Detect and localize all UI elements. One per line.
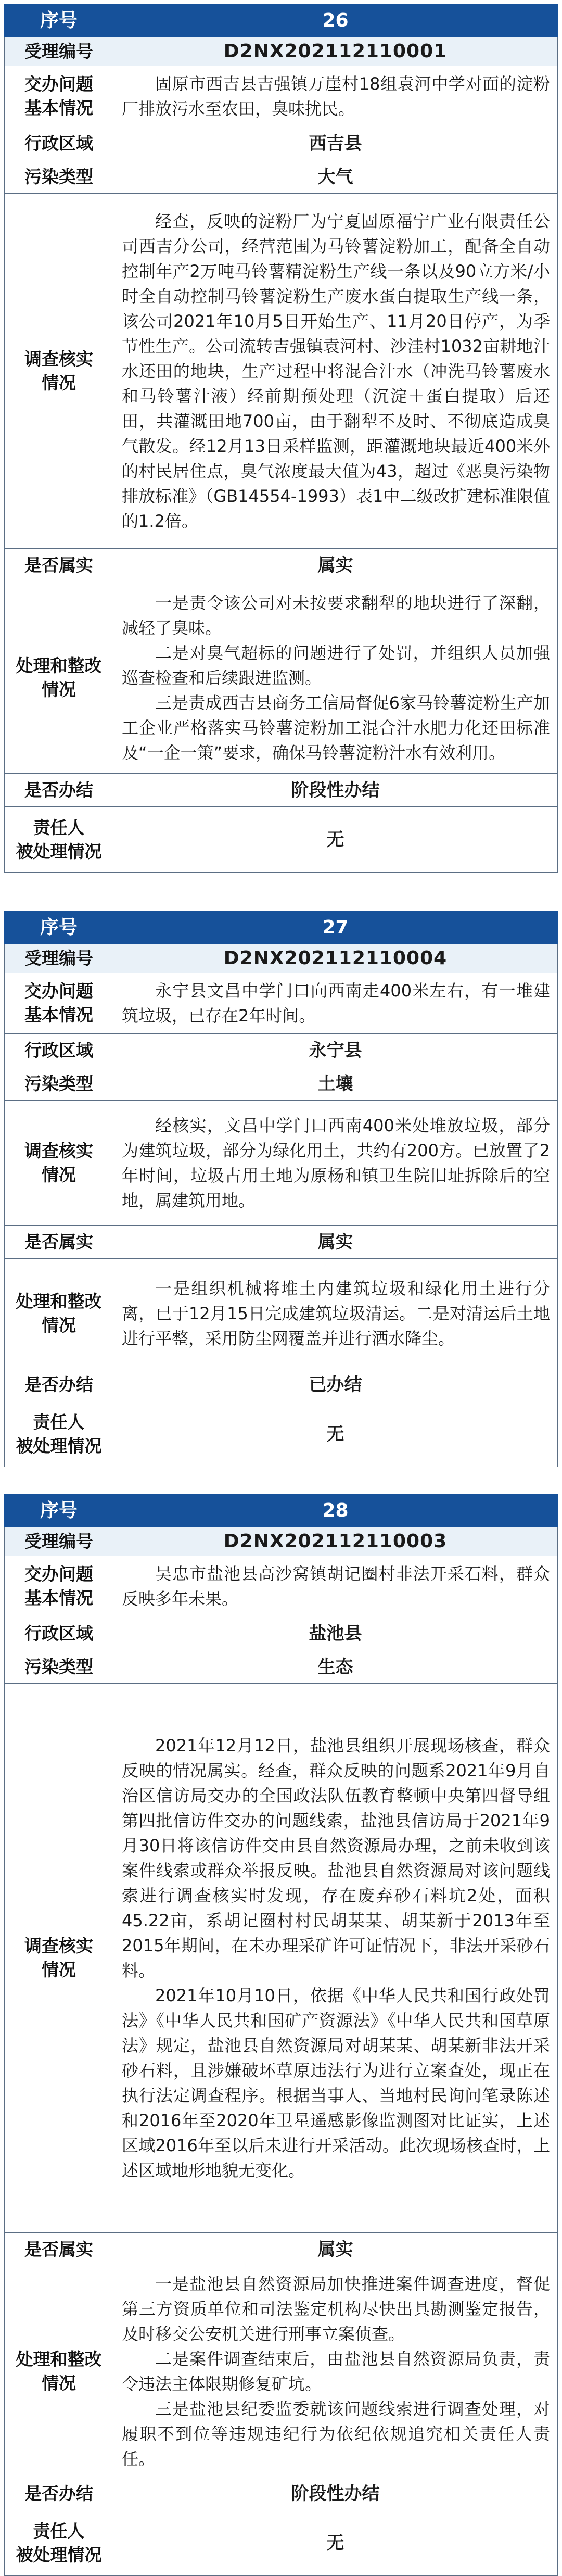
rectification-row [5,1259,558,1368]
investigation-label: 调查核实 情况 [5,1101,113,1226]
verified-label: 是否属实 [5,549,113,582]
verified-label: 是否属实 [5,2233,113,2266]
rectification-value [113,1259,558,1368]
pollution-type-row [5,1067,558,1101]
closed-row [5,774,558,807]
region-value: 盐池县 [113,1617,558,1650]
verified-value: 属实 [113,549,558,582]
accountability-value: 无 [113,807,558,873]
verified-value: 属实 [113,2233,558,2266]
seq-value: 26 [113,5,558,37]
accept-no-value: D2NX202112110004 [113,944,558,973]
region-label: 行政区域 [5,127,113,160]
basic-issue-row [5,1556,558,1617]
record-header-row [5,912,558,944]
pollution-type-label: 污染类型 [5,160,113,194]
seq-label: 序号 [5,1495,113,1527]
accept-no-row [5,1527,558,1556]
accountability-label: 责任人 被处理情况 [5,2510,113,2576]
pollution-type-value: 大气 [113,160,558,194]
rectification-row [5,2266,558,2477]
basic-issue-label: 交办问题 基本情况 [5,1556,113,1617]
pollution-type-row [5,160,558,194]
accountability-row [5,2510,558,2576]
pollution-type-label: 污染类型 [5,1650,113,1684]
record-table-27 [4,911,558,1467]
investigation-label: 调查核实 情况 [5,1684,113,2233]
rectification-paragraph: 三是盐池县纪委监委就该问题线索进行调查处理，对履职不到位等违规违纪行为依纪依规追究相关责任人责任。 [122,2399,550,2469]
record-header-row [5,5,558,37]
investigation-label: 调查核实 情况 [5,194,113,549]
accept-no-row [5,944,558,973]
basic-issue-row [5,66,558,127]
closed-row [5,2477,558,2510]
closed-label: 是否办结 [5,774,113,807]
pollution-type-label: 污染类型 [5,1067,113,1101]
pollution-type-value: 土壤 [113,1067,558,1101]
basic-issue-label: 交办问题 基本情况 [5,973,113,1034]
investigation-paragraph: 2021年12月12日，盐池县组织开展现场核查，群众反映的情况属实。经查，群众反映的问题系2021年9月自治区信访局交办的全国政法队伍教育整顿中央第四督导组第四批信访件交办的问题线索，盐池县信访局于2021年9月30日将该信访件交由县自然资源局办理，之前未收到该案件线索或群众举报反映。盐池县自然资源局对该问题线索进行调查核实时发现，存在废弃砂石料坑2处，面积45.22亩，系胡记圈村村民胡某某、胡某新于2013年至2015年期间，在未办理采矿许可证情况下，非法开采砂石料。 [122,1736,550,1980]
pollution-type-row [5,1650,558,1684]
closed-value: 阶段性办结 [113,2477,558,2510]
rectification-paragraph: 二是对臭气超标的问题进行了处罚，并组织人员加强巡查检查和后续跟进监测。 [122,642,550,688]
rectification-paragraph: 一是盐池县自然资源局加快推进案件调查进度，督促第三方资质单位和司法鉴定机构尽快出具勘测鉴定报告，及时移交公安机关进行刑事立案侦查。 [122,2274,550,2344]
accept-no-value: D2NX202112110001 [113,37,558,66]
rectification-paragraph: 二是案件调查结束后，由盐池县自然资源局负责，责令违法主体限期修复矿坑。 [122,2349,550,2394]
accept-no-label: 受理编号 [5,944,113,973]
pollution-type-value: 生态 [113,1650,558,1684]
closed-value: 阶段性办结 [113,774,558,807]
investigation-paragraph: 经查，反映的淀粉厂为宁夏固原福宁广业有限责任公司西吉分公司，经营范围为马铃薯淀粉加工，配备全自动控制年产2万吨马铃薯精淀粉生产线一条以及90立方米/小时全自动控制马铃薯淀粉生产废水蛋白提取生产线一条，该公司2021年10月5日开始生产、11月20日停产，为季节性生产。公司流转吉强镇袁河村、沙洼村1032亩耕地汁水还田的地块，生产过程中将混合汁水（冲洗马铃薯废水和马铃薯汁液）经前期预处理（沉淀＋蛋白提取）后还田，共灌溉田地700亩，由于翻犁不及时、不彻底造成臭气散发。经12月13日采样监测，距灌溉地块最近400米外的村民居住点，臭气浓度最大值为43，超过《恶臭污染物排放标准》（GB14554-1993）表1中二级改扩建标准限值的1.2倍。 [122,211,550,531]
basic-issue-row [5,973,558,1034]
investigation-row [5,1101,558,1226]
verified-row [5,1226,558,1259]
seq-value: 28 [113,1495,558,1527]
investigation-paragraph: 2021年10月10日，依据《中华人民共和国行政处罚法》《中华人民共和国矿产资源法》《中华人民共和国草原法》规定，盐池县自然资源局对胡某某、胡某新非法开采砂石料，且涉嫌破坏草原违法行为进行立案查处，现正在执行法定调查程序。根据当事人、当地村民询问笔录陈述和2016年至2020年卫星遥感影像监测图对比证实，上述区域2016年至以后未进行开采活动。此次现场核查时，上述区域地形地貌无变化。 [122,1986,550,2180]
rectification-label: 处理和整改 情况 [5,2266,113,2477]
closed-label: 是否办结 [5,2477,113,2510]
closed-label: 是否办结 [5,1368,113,1401]
rectification-paragraph: 三是责成西吉县商务工信局督促6家马铃薯淀粉生产加工企业严格落实马铃薯淀粉加工混合汁水肥力化还田标准及“一企一策”要求，确保马铃薯淀粉汁水有效利用。 [122,692,550,763]
accountability-value: 无 [113,2510,558,2576]
record-table-28 [4,1494,558,2576]
verified-row [5,549,558,582]
accountability-row [5,1401,558,1467]
accountability-label: 责任人 被处理情况 [5,807,113,873]
rectification-paragraph: 一是责令该公司对未按要求翻犁的地块进行了深翻，减轻了臭味。 [122,592,550,638]
rectification-value [113,2266,558,2477]
investigation-row [5,194,558,549]
region-row [5,1034,558,1067]
basic-issue-value: 永宁县文昌中学门口向西南走400米左右，有一堆建筑垃圾，已存在2年时间。 [113,973,558,1034]
accountability-row [5,807,558,873]
investigation-value [113,1684,558,2233]
record-table-26 [4,4,558,873]
closed-value: 已办结 [113,1368,558,1401]
region-label: 行政区域 [5,1034,113,1067]
region-row [5,1617,558,1650]
region-label: 行政区域 [5,1617,113,1650]
investigation-value [113,194,558,549]
accept-no-row [5,37,558,66]
investigation-paragraph: 经核实，文昌中学门口西南400米处堆放垃圾，部分为建筑垃圾，部分为绿化用土，共约有200方。已放置了2年时间，垃圾占用土地为原杨和镇卫生院旧址拆除后的空地，属建筑用地。 [122,1115,550,1210]
region-value: 西吉县 [113,127,558,160]
region-value: 永宁县 [113,1034,558,1067]
accept-no-label: 受理编号 [5,1527,113,1556]
seq-label: 序号 [5,5,113,37]
verified-label: 是否属实 [5,1226,113,1259]
investigation-row [5,1684,558,2233]
accept-no-label: 受理编号 [5,37,113,66]
investigation-value [113,1101,558,1226]
seq-label: 序号 [5,912,113,944]
rectification-paragraph: 一是组织机械将堆土内建筑垃圾和绿化用土进行分离，已于12月15日完成建筑垃圾清运。二是对清运后土地进行平整，采用防尘网覆盖并进行洒水降尘。 [122,1278,550,1348]
closed-row [5,1368,558,1401]
record-header-row [5,1495,558,1527]
rectification-label: 处理和整改 情况 [5,582,113,774]
rectification-row [5,582,558,774]
accept-no-value: D2NX202112110003 [113,1527,558,1556]
basic-issue-value: 吴忠市盐池县高沙窝镇胡记圈村非法开采石料，群众反映多年未果。 [113,1556,558,1617]
seq-value: 27 [113,912,558,944]
accountability-label: 责任人 被处理情况 [5,1401,113,1467]
accountability-value: 无 [113,1401,558,1467]
basic-issue-value: 固原市西吉县吉强镇万崖村18组袁河中学对面的淀粉厂排放污水至农田，臭味扰民。 [113,66,558,127]
verified-row [5,2233,558,2266]
region-row [5,127,558,160]
rectification-label: 处理和整改 情况 [5,1259,113,1368]
rectification-value [113,582,558,774]
basic-issue-label: 交办问题 基本情况 [5,66,113,127]
verified-value: 属实 [113,1226,558,1259]
